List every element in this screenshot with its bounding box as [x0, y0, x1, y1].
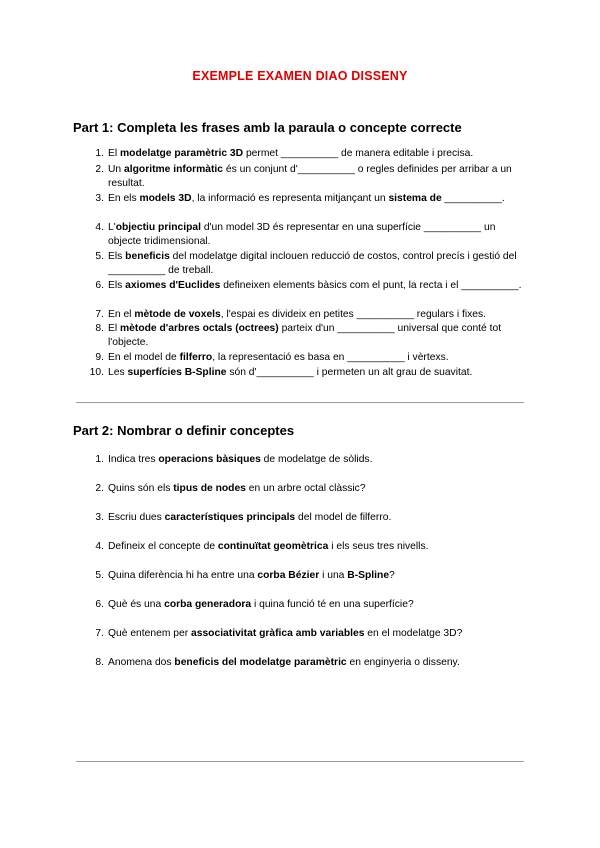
part2-item-number: 2. — [95, 483, 104, 494]
part1-item-text: En el model de filferro, la representació es basa en __________ i vèrtexs. — [108, 352, 449, 363]
part1-item-number: 9. — [95, 352, 104, 363]
part2-heading: Part 2: Nombrar o definir conceptes — [73, 423, 295, 438]
part2-item-number: 6. — [95, 599, 104, 610]
part1-item — [0, 221, 600, 249]
part1-item-number: 5. — [95, 251, 104, 262]
part2-item-text: Anomena dos beneficis del modelatge paramètric en enginyeria o disseny. — [108, 657, 460, 668]
part2-item-number: 7. — [95, 628, 104, 639]
part1-item — [0, 322, 600, 350]
part2-item — [0, 453, 600, 467]
part1-item-text: El modelatge paramètric 3D permet __________ de manera editable i precisa. — [108, 148, 474, 159]
part1-item-number: 7. — [95, 309, 104, 320]
section-divider — [76, 402, 524, 403]
part2-item — [0, 482, 600, 496]
part2-item-text: Quina diferència hi ha entre una corba Bézier i una B-Spline? — [108, 570, 395, 581]
part2-item-number: 3. — [95, 512, 104, 523]
part1-item-number: 10. — [89, 367, 104, 378]
part1-item — [0, 163, 600, 191]
part2-item — [0, 569, 600, 583]
part1-item-number: 6. — [95, 280, 104, 291]
part1-item — [0, 250, 600, 278]
part2-item-number: 8. — [95, 657, 104, 668]
part2-item-number: 1. — [95, 454, 104, 465]
part1-item — [0, 351, 600, 365]
part1-item-number: 3. — [95, 193, 104, 204]
part1-item-text: El mètode d'arbres octals (octrees) parteix d'un __________ universal que conté tot l'objecte. — [108, 323, 502, 348]
part2-item-text: Què és una corba generadora i quina funció té en una superfície? — [108, 599, 414, 610]
part2-item-text: Escriu dues característiques principals del model de filferro. — [108, 512, 392, 523]
part1-item-text: En el mètode de voxels, l'espai es divideix en petites __________ regulars i fixes. — [108, 309, 487, 320]
part2-item-text: Quins són els tipus de nodes en un arbre octal clàssic? — [108, 483, 366, 494]
part1-item — [0, 308, 600, 322]
part2-item-number: 4. — [95, 541, 104, 552]
part2-item-number: 5. — [95, 570, 104, 581]
part1-item-text: L'objectiu principal d'un model 3D és representar en una superfície __________ un objecte tridimensional. — [108, 222, 496, 247]
part2-item-text: Indica tres operacions bàsiques de modelatge de sòlids. — [108, 454, 373, 465]
part1-item-number: 1. — [95, 148, 104, 159]
part1-item — [0, 279, 600, 307]
part1-heading: Part 1: Completa les frases amb la paraula o concepte correcte — [73, 120, 462, 135]
part2-item — [0, 511, 600, 525]
part2-item — [0, 627, 600, 641]
part1-item-text: Els axiomes d'Euclides defineixen elements bàsics com el punt, la recta i el __________. — [108, 280, 522, 291]
part1-item — [0, 192, 600, 220]
section-divider-bottom — [76, 761, 524, 762]
part1-item-number: 2. — [95, 164, 104, 175]
document-title: EXEMPLE EXAMEN DIAO DISSENY — [192, 69, 408, 83]
part1-item-text: Un algoritme informàtic és un conjunt d'__________ o regles definides per arribar a un resultat. — [108, 164, 512, 189]
part1-item — [0, 366, 600, 380]
part1-item-text: En els models 3D, la informació es representa mitjançant un sistema de __________. — [108, 193, 505, 204]
part1-item-number: 8. — [95, 323, 104, 334]
part1-item — [0, 147, 600, 161]
part2-item-text: Defineix el concepte de continuïtat geomètrica i els seus tres nivells. — [108, 541, 429, 552]
part2-item-text: Què entenem per associativitat gràfica amb variables en el modelatge 3D? — [108, 628, 463, 639]
part2-item — [0, 540, 600, 554]
part2-item — [0, 598, 600, 612]
part1-item-text: Les superfícies B-Spline són d'__________ i permeten un alt grau de suavitat. — [108, 367, 473, 378]
part1-item-text: Els beneficis del modelatge digital inclouen reducció de costos, control precís i gestió del __________ de treball. — [108, 251, 517, 276]
part2-item — [0, 656, 600, 670]
part1-item-number: 4. — [95, 222, 104, 233]
